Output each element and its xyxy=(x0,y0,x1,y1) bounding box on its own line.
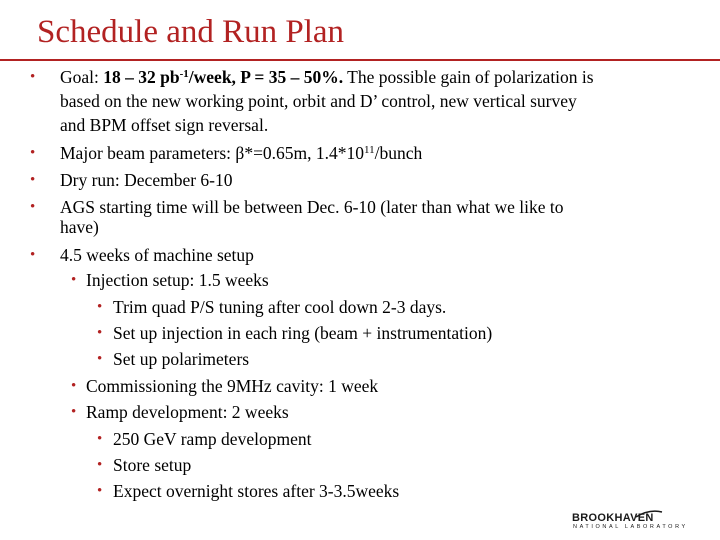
ramp-line: Ramp development: 2 weeks xyxy=(86,402,289,422)
slide-title: Schedule and Run Plan xyxy=(37,14,345,50)
goal-rest: The possible gain of polarization is xyxy=(343,67,594,87)
goal-continuation-2: and BPM offset sign reversal. xyxy=(60,115,269,135)
setup-line: 4.5 weeks of machine setup xyxy=(60,245,254,265)
injection-item: Set up injection in each ring (beam + instrumentation) xyxy=(113,323,493,343)
bullet-icon: • xyxy=(97,325,103,341)
bullet-icon: • xyxy=(97,431,103,447)
beam-text: Major beam parameters: β*=0.65m, 1.4*10 xyxy=(60,143,365,163)
bullet-icon: • xyxy=(30,199,36,215)
bullet-icon: • xyxy=(30,69,36,85)
brookhaven-logo xyxy=(572,512,688,532)
beam-unit: /bunch xyxy=(374,143,423,163)
bullet-icon: • xyxy=(97,299,103,315)
bullet-icon: • xyxy=(97,457,103,473)
bullet-icon: • xyxy=(97,351,103,367)
injection-item: Set up polarimeters xyxy=(113,349,250,369)
goal-polarization: /week, P = 35 – 50%. xyxy=(188,67,344,87)
goal-continuation-1: based on the new working point, orbit and D’ control, new vertical survey xyxy=(60,91,577,111)
beam-parameters-line xyxy=(60,143,422,163)
logo-wordmark: BROOKHAVEN xyxy=(572,512,654,524)
ramp-item: Expect overnight stores after 3-3.5weeks xyxy=(113,481,400,501)
ags-line-1: AGS starting time will be between Dec. 6-10 (later than what we like to xyxy=(60,197,564,217)
ags-line-2: have) xyxy=(60,217,99,237)
ramp-item: Store setup xyxy=(113,455,192,475)
logo-subtitle: NATIONAL LABORATORY xyxy=(573,524,688,530)
bullet-icon: • xyxy=(30,247,36,263)
dry-run-line: Dry run: December 6-10 xyxy=(60,170,233,190)
bullet-icon: • xyxy=(71,404,77,420)
goal-label: Goal: xyxy=(60,67,104,87)
injection-item: Trim quad P/S tuning after cool down 2-3 days. xyxy=(113,297,447,317)
bullet-icon: • xyxy=(71,378,77,394)
goal-line xyxy=(60,67,594,87)
title-rule xyxy=(0,59,720,61)
bullet-icon: • xyxy=(97,483,103,499)
injection-line: Injection setup: 1.5 weeks xyxy=(86,270,269,290)
bullet-icon: • xyxy=(30,172,36,188)
bullet-icon: • xyxy=(30,145,36,161)
goal-exponent: -1 xyxy=(179,68,189,80)
goal-luminosity: 18 – 32 pb xyxy=(103,67,180,87)
ramp-item: 250 GeV ramp development xyxy=(113,429,312,449)
beam-exponent: 11 xyxy=(364,144,375,156)
commissioning-line: Commissioning the 9MHz cavity: 1 week xyxy=(86,376,379,396)
bullet-icon: • xyxy=(71,272,77,288)
